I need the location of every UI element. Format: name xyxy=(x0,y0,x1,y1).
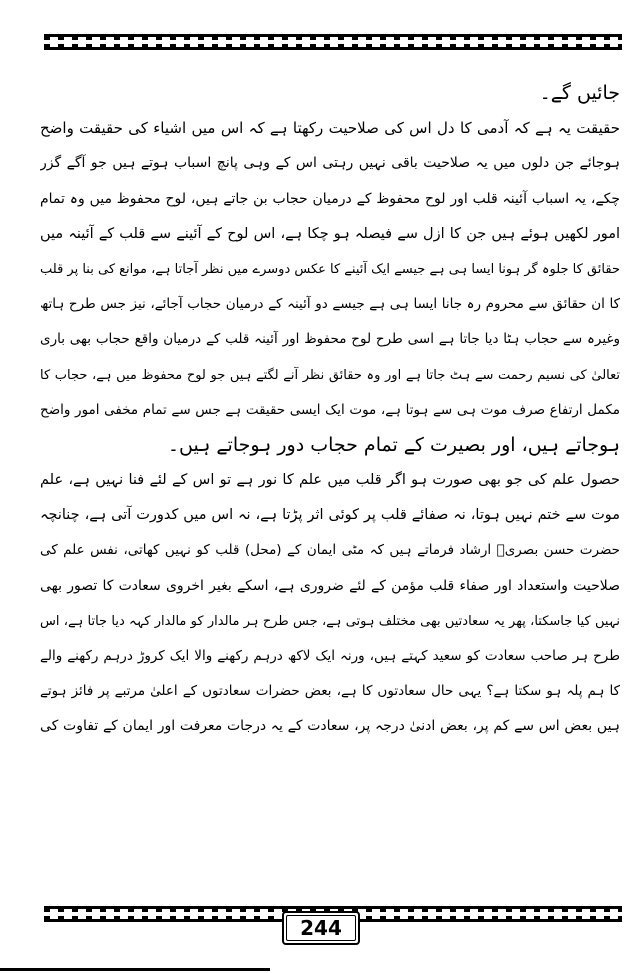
page-text xyxy=(40,76,620,745)
text-line: حضرت حسن بصریؒ ارشاد فرماتے ہیں کہ مٹی ایمان کے (محل) قلب کو نہیں کھاتی، نفس علم کی xyxy=(40,542,620,559)
text-line: حصول علم کی جو بھی صورت ہو اگر قلب میں علم کا نور ہے تو اس کے لئے فنا نہیں ہے، علم xyxy=(40,472,620,489)
text-line: طرح ہر صاحب سعادت کو سعید کہتے ہیں، ورنہ ایک لاکھ درہم رکھنے والا ایک کروڑ درہم رکھنے والے xyxy=(40,648,620,664)
text-line: صلاحیت واستعداد اور صفاء قلب مؤمن کے لئے ضروری ہے، اسکے بغیر اخروی سعادت کا تصور بھی xyxy=(40,577,620,594)
text-line: ہوجائے جن دلوں میں یہ صلاحیت باقی نہیں رہتی اس کے وہی پانچ اسباب ہوتے ہیں جو آگے گزر xyxy=(40,155,620,172)
text-line: جائیں گے۔ xyxy=(539,82,620,104)
text-line: موت سے ختم نہیں ہوتا، نہ صفائے قلب پر کوئی اثر پڑتا ہے، نہ اس میں کدورت آتی ہے، چنانچہ xyxy=(40,507,620,524)
text-line: امور لکھیں ہوئے ہیں جن کا ازل سے فیصلہ ہو چکا ہے، اس لوح کے آئینے سے قلب کے آئینہ میں xyxy=(40,225,620,242)
top-border-ornament xyxy=(44,34,622,50)
scan-edge-line xyxy=(0,968,270,971)
text-line: نہیں کیا جاسکتا، پھر یہ سعادتیں بھی مختلف ہوتی ہے، جس طرح ہر مالدار کو مالدار کہہ دیا جاتا ہے، اس xyxy=(40,613,620,629)
text-line: وغیرہ سے حجاب ہٹا دیا جاتا ہے اسی طرح لوح محفوظ اور آئینہ قلب کے درمیان واقع حجاب بھی باری xyxy=(40,331,620,348)
text-line: ہیں بعض اس سے کم پر، بعض ادنیٰ درجہ پر، سعادت کے یہ درجات معرفت اور ایمان کے تفاوت کی xyxy=(40,718,620,735)
text-line: چکے، یہ اسباب آئینہ قلب اور لوح محفوظ کے درمیان حجاب بن جاتے ہیں، لوح محفوظ میں وہ تمام xyxy=(40,190,620,207)
text-line: حقیقت یہ ہے کہ آدمی کا دل اس کی صلاحیت رکھتا ہے کہ اس میں اشیاء کی حقیقت واضح xyxy=(40,119,620,138)
text-line: کا ہم پلہ ہو سکتا ہے؟ یہی حال سعادتوں کا ہے، بعض حضرات سعادتوں کے اعلیٰ مرتبے پر فائز ہوتے xyxy=(40,683,620,700)
text-line: حقائق کا جلوہ گر ہونا ایسا ہی ہے جیسے ایک آئینے کا عکس دوسرے میں نظر آجاتا ہے، موانع کی بنا پر قلب xyxy=(40,261,620,277)
text-line: مکمل ارتفاع صرف موت ہی سے ہوتا ہے، موت ایک ایسی حقیقت ہے جس سے تمام مخفی امور واضح xyxy=(40,401,620,418)
text-line: کا ان حقائق سے محروم رہ جانا ایسا ہی ہے جیسے دو آئینہ کے درمیان حجاب آجائے، نیز جس طرح ہاتھ xyxy=(40,296,620,313)
text-line: تعالیٰ کی نسیم رحمت سے ہٹ جاتا ہے اور وہ حقائق نظر آنے لگتے ہیں جو لوح محفوظ میں ہے، حجاب کا xyxy=(40,367,620,383)
text-line: ہوجاتے ہیں، اور بصیرت کے تمام حجاب دور ہوجاتے ہیں۔ xyxy=(167,433,620,456)
page-number: 244 xyxy=(282,911,360,945)
